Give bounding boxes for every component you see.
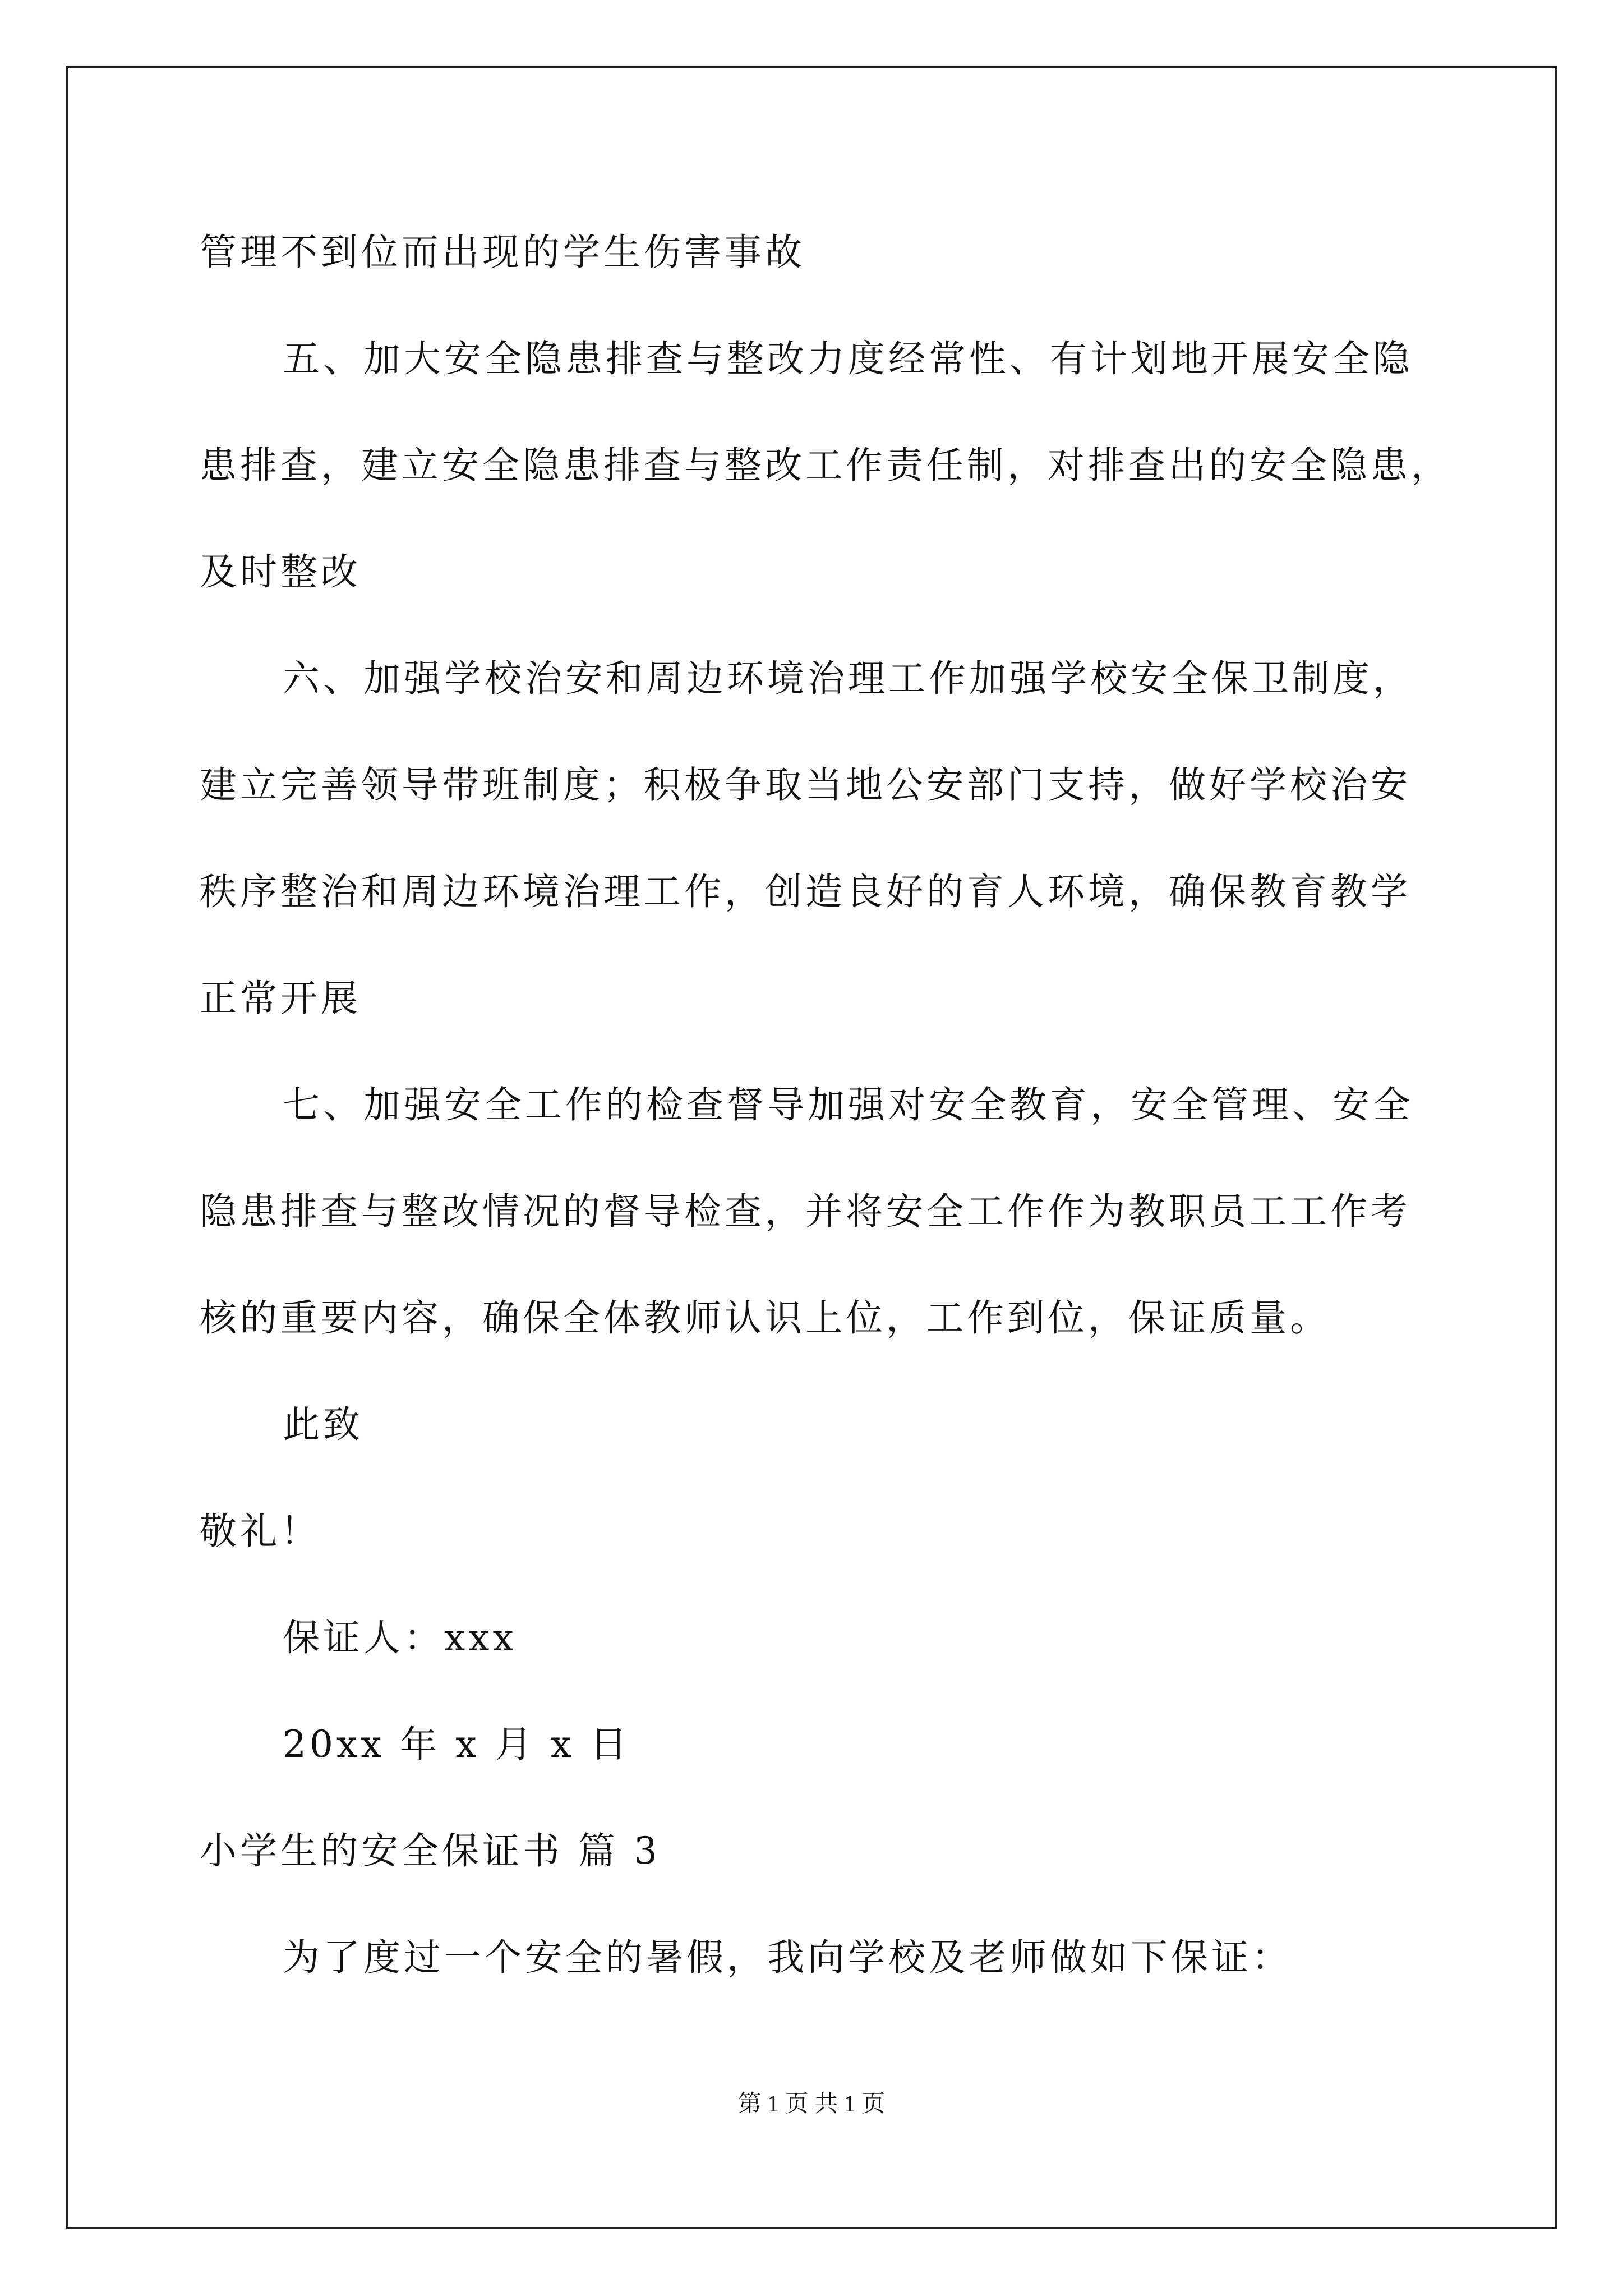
section-intro-line: 为了度过一个安全的暑假，我向学校及老师做如下保证： — [283, 1936, 1292, 1979]
paragraph-6-line-3: 秩序整治和周边环境治理工作，创造良好的育人环境，确保教育教学 — [200, 870, 1411, 913]
paragraph-7-line-3: 核的重要内容，确保全体教师认识上位，工作到位，保证质量。 — [200, 1296, 1330, 1340]
section-heading: 小学生的安全保证书 篇 3 — [200, 1829, 661, 1872]
date-line: 20xx 年 x 月 x 日 — [283, 1723, 630, 1766]
paragraph-6-line-2: 建立完善领导带班制度；积极争取当地公安部门支持，做好学校治安 — [200, 763, 1411, 807]
page-border — [66, 66, 1557, 2229]
page-footer: 第 1 页 共 1 页 — [737, 2091, 886, 2117]
paragraph-5-line-1: 五、加大安全隐患排查与整改力度经常性、有计划地开展安全隐 — [283, 337, 1413, 380]
paragraph-7-line-1: 七、加强安全工作的检查督导加强对安全教育，安全管理、安全 — [283, 1083, 1413, 1126]
paragraph-5-line-2: 患排查，建立安全隐患排查与整改工作责任制，对排查出的安全隐患， — [200, 444, 1451, 487]
paragraph-6-line-4: 正常开展 — [200, 977, 361, 1020]
paragraph-7-line-2: 隐患排查与整改情况的督导检查，并将安全工作作为教职员工工作考 — [200, 1190, 1411, 1233]
text-line-1: 管理不到位而出现的学生伤害事故 — [200, 231, 805, 274]
paragraph-6-line-1: 六、加强学校治安和周边环境治理工作加强学校安全保卫制度， — [283, 657, 1413, 700]
closing-regards: 敬礼！ — [200, 1510, 321, 1553]
closing-salutation: 此致 — [283, 1403, 363, 1446]
paragraph-5-line-3: 及时整改 — [200, 550, 361, 593]
guarantor-line: 保证人：xxx — [283, 1616, 517, 1659]
